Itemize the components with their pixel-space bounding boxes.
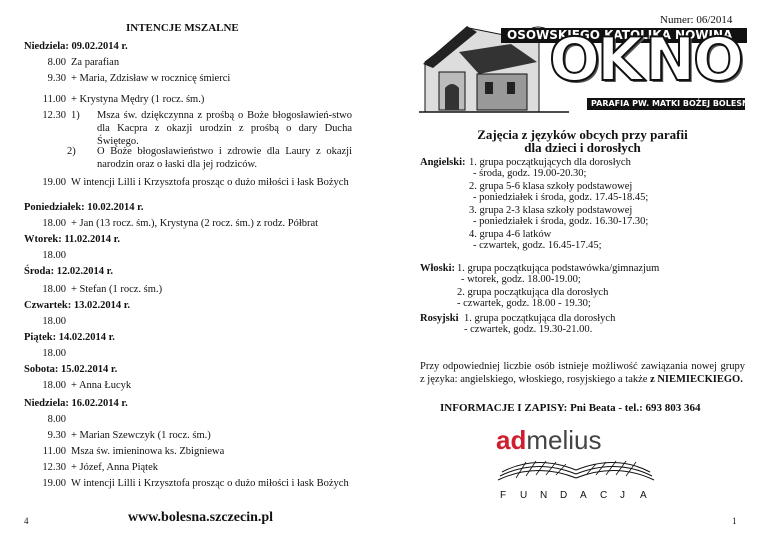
logo-band: OSOWSKIEGO KATOLIKA NOWINA bbox=[501, 28, 747, 43]
fundacja-letter: U bbox=[520, 490, 528, 501]
intention-text: + Anna Łucyk bbox=[71, 380, 132, 391]
course-group: 2. grupa 5-6 klasa szkoły podstawowej bbox=[469, 181, 633, 192]
left-title: INTENCJE MSZALNE bbox=[126, 22, 239, 34]
fundacja-letter: N bbox=[540, 490, 548, 501]
fund-melius: melius bbox=[526, 425, 602, 455]
day-heading: Poniedziałek: 10.02.2014 r. bbox=[24, 202, 144, 213]
intention-text: + Józef, Anna Piątek bbox=[71, 462, 158, 473]
fundacja-letter: D bbox=[560, 490, 568, 501]
issue-number: Numer: 06/2014 bbox=[660, 14, 733, 26]
intention-text: Msza św. dziękczynna z prośbą o Boże błogosławień-stwo dla Kacpra z okazji urodzin z prośbą o dary Ducha Świętego. bbox=[97, 110, 352, 147]
day-heading: Niedziela: 16.02.2014 r. bbox=[24, 398, 128, 409]
mass-time: 11.00 bbox=[42, 94, 66, 105]
fundacja-letter: A bbox=[640, 490, 647, 501]
course-group: 4. grupa 4-6 latków bbox=[469, 229, 552, 240]
day-heading: Niedziela: 09.02.2014 r. bbox=[24, 41, 128, 52]
intention-text: + Jan (13 rocz. śm.), Krystyna (2 rocz. śm.) z rodz. Półbrat bbox=[71, 218, 319, 229]
courses-subtitle: dla dzieci i dorosłych bbox=[524, 140, 641, 155]
note-text: Przy odpowiedniej liczbie osób istnieje możliwość zawiązania nowej grupy z języka: angielskiego, włoskiego, rosyjskiego a także bbox=[420, 361, 745, 385]
course-schedule: - wtorek, godz. 18.00-19.00; bbox=[461, 274, 581, 285]
course-group: 1. grupa początkujących dla dorosłych bbox=[469, 157, 631, 168]
day-heading: Piątek: 14.02.2014 r. bbox=[24, 332, 115, 343]
page-number-left: 4 bbox=[24, 516, 29, 526]
intention-text: Msza św. imieninowa ks. Zbigniewa bbox=[71, 446, 225, 457]
page-number-right: 1 bbox=[732, 516, 737, 526]
mass-time: 9.30 bbox=[47, 73, 66, 84]
open-book-icon bbox=[496, 456, 656, 484]
intention-text: O Boże błogosławieństwo i zdrowie dla Laury z okazji narodzin oraz o łaski dla jej rodziców. bbox=[97, 146, 352, 170]
note-paragraph bbox=[420, 360, 745, 386]
day-heading: Wtorek: 11.02.2014 r. bbox=[24, 234, 120, 245]
courses-title: Zajęcia z języków obcych przy parafii bbox=[477, 127, 688, 142]
fundacja-letter: C bbox=[600, 490, 608, 501]
logo-letter: O bbox=[549, 25, 601, 95]
course-schedule: - czwartek, godz. 19.30-21.00. bbox=[464, 324, 593, 335]
day-heading: Sobota: 15.02.2014 r. bbox=[24, 364, 118, 375]
logo-letter: N bbox=[645, 25, 696, 95]
intention-text: W intencji Lilli i Krzysztofa prosząc o dużo miłości i łask Bożych bbox=[71, 177, 349, 188]
intention-text: W intencji Lilli i Krzysztofa prosząc o dużo miłości i łask Bożych bbox=[71, 478, 349, 489]
mass-time: 12.30 bbox=[42, 462, 66, 473]
mass-time: 18.00 bbox=[42, 218, 66, 229]
course-schedule: - poniedziałek i środa, godz. 17.45-18.45; bbox=[473, 192, 649, 203]
fund-ad: ad bbox=[496, 425, 527, 455]
day-heading: Czwartek: 13.02.2014 r. bbox=[24, 300, 131, 311]
course-schedule: - czwartek, godz. 16.45-17.45; bbox=[473, 240, 602, 251]
mass-time: 9.30 bbox=[47, 430, 66, 441]
intention-number: 1) bbox=[71, 110, 80, 121]
course-group: 3. grupa 2-3 klasa szkoły podstawowej bbox=[469, 205, 633, 216]
mass-time: 11.00 bbox=[42, 446, 66, 457]
website-link[interactable]: www.bolesna.szczecin.pl bbox=[128, 510, 274, 525]
mass-time: 18.00 bbox=[42, 250, 66, 261]
mass-time: 8.00 bbox=[47, 57, 66, 68]
course-group: 1. grupa początkująca podstawówka/gimnazjum bbox=[457, 263, 660, 274]
logo-subtitle: PARAFIA PW. MATKI BOŻEJ BOLESNEJ bbox=[587, 98, 745, 110]
intention-text: + Krystyna Mędry (1 rocz. śm.) bbox=[71, 94, 205, 105]
logo-letter: O bbox=[693, 25, 745, 95]
course-schedule: - środa, godz. 19.00-20.30; bbox=[473, 168, 587, 179]
mass-time: 8.00 bbox=[47, 414, 66, 425]
mass-time: 18.00 bbox=[42, 348, 66, 359]
fundacja-letter: A bbox=[580, 490, 587, 501]
mass-time: 19.00 bbox=[42, 478, 66, 489]
course-group: 1. grupa początkująca dla dorosłych bbox=[464, 313, 616, 324]
note-bold: z NIEMIECKIEGO. bbox=[650, 374, 743, 385]
mass-time: 12.30 bbox=[42, 110, 66, 121]
mass-time: 18.00 bbox=[42, 380, 66, 391]
intention-text: + Marian Szewczyk (1 rocz. śm.) bbox=[71, 430, 211, 441]
ad-melius-logo bbox=[496, 426, 656, 506]
language-label: Rosyjski bbox=[420, 313, 459, 324]
course-schedule: - czwartek, godz. 18.00 - 19.30; bbox=[457, 298, 591, 309]
info-contact: INFORMACJE I ZAPISY: Pni Beata - tel.: 693 803 364 bbox=[440, 402, 701, 414]
mass-time: 19.00 bbox=[42, 177, 66, 188]
mass-time: 18.00 bbox=[42, 284, 66, 295]
intention-text: + Maria, Zdzisław w rocznicę śmierci bbox=[71, 73, 231, 84]
logo-letter: K bbox=[597, 25, 644, 95]
fundacja-letter: J bbox=[620, 490, 625, 501]
okno-logo bbox=[419, 22, 758, 114]
intention-text: + Stefan (1 rocz. śm.) bbox=[71, 284, 163, 295]
course-schedule: - poniedziałek i środa, godz. 16.30-17.30; bbox=[473, 216, 649, 227]
intention-text: Za parafian bbox=[71, 57, 120, 68]
language-label: Włoski: bbox=[420, 263, 456, 274]
course-group: 2. grupa początkująca dla dorosłych bbox=[457, 287, 609, 298]
fundacja-letter: F bbox=[500, 490, 507, 501]
day-heading: Środa: 12.02.2014 r. bbox=[24, 266, 113, 277]
intention-number: 2) bbox=[67, 146, 76, 157]
mass-time: 18.00 bbox=[42, 316, 66, 327]
language-label: Angielski: bbox=[420, 157, 466, 168]
